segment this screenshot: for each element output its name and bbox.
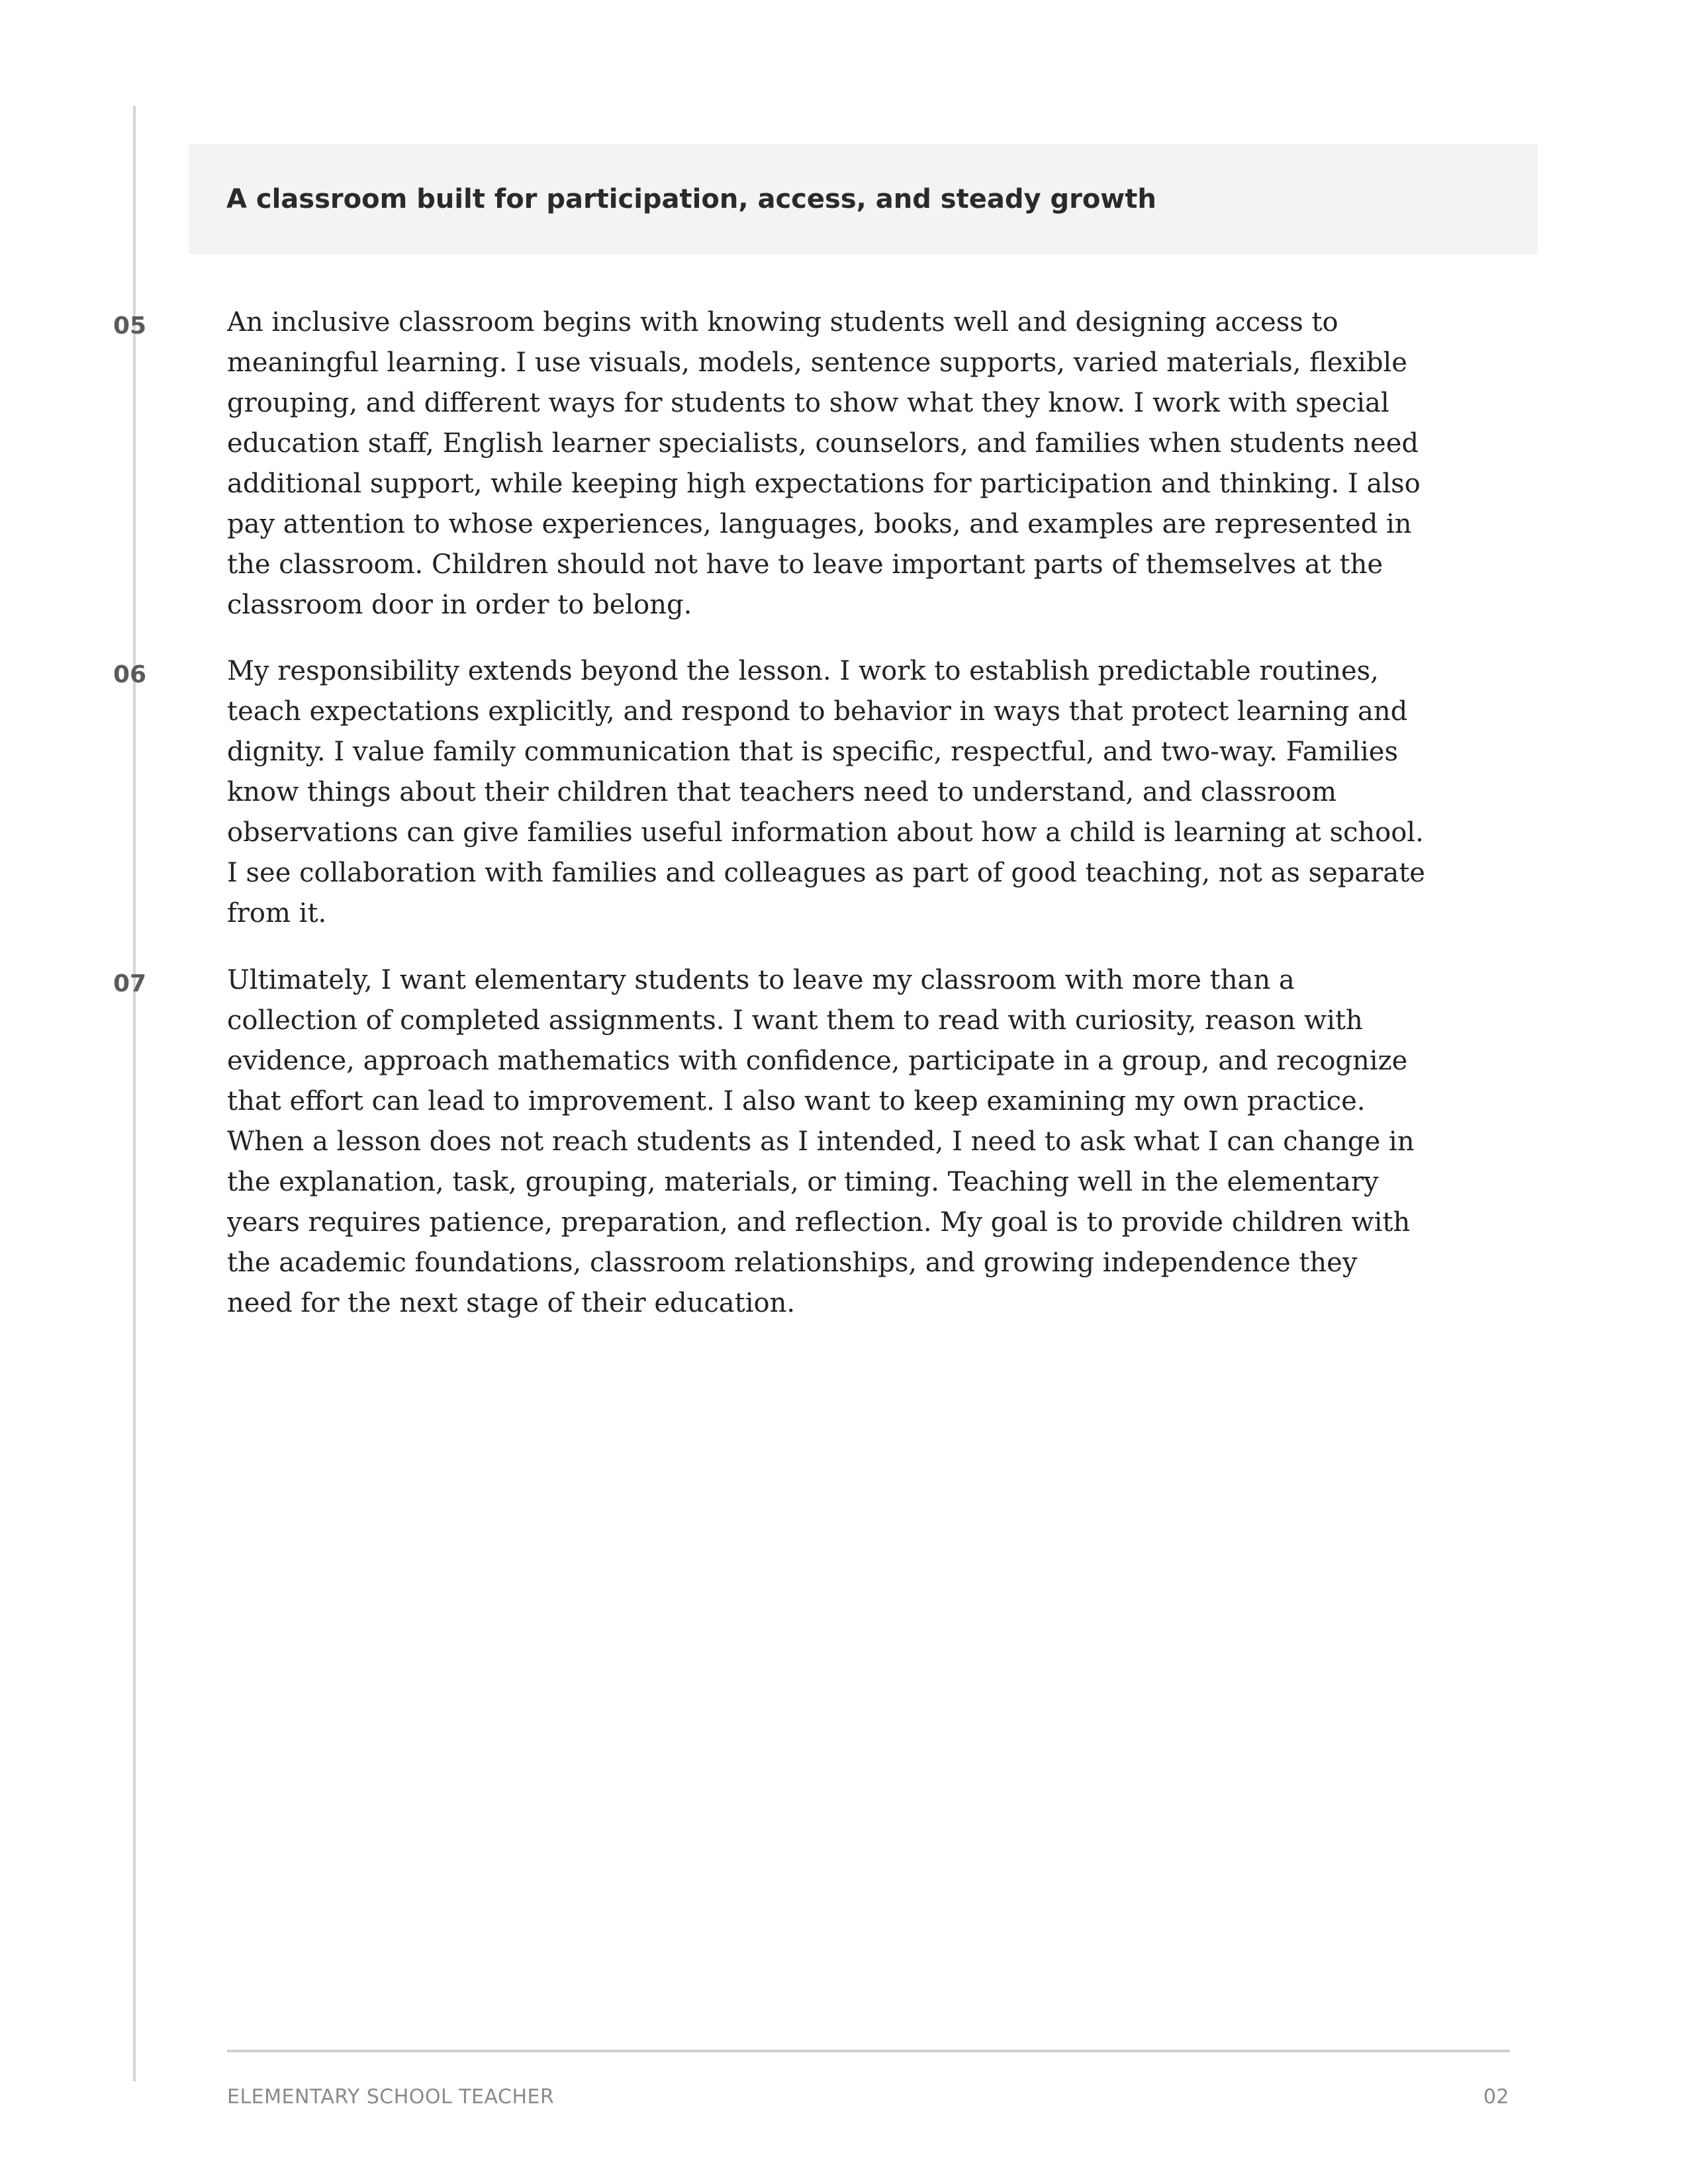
section-heading: A classroom built for participation, access, and steady growth — [226, 184, 1156, 214]
paragraph-text: An inclusive classroom begins with knowing students well and designing access to meaningful learning. I use visuals, models, sentence supports, varied materials, flexible grouping, and different ways for students to show what they know. I work with special education staff, English learner specialists, counselors, and families when students need additional support, while keeping high expectations for participation and thinking. I also pay attention to whose experiences, languages, books, and examples are represented in the classroom. Children should not have to leave important parts of themselves at the classroom door in order to belong. — [227, 307, 1421, 620]
footer-rule — [227, 2050, 1510, 2052]
footer-page-number: 02 — [1483, 2085, 1509, 2109]
paragraph-number: 05 — [113, 312, 147, 340]
footer-running-title: ELEMENTARY SCHOOL TEACHER — [227, 2085, 555, 2109]
paragraph-number: 06 — [113, 661, 147, 688]
paragraph-text: Ultimately, I want elementary students to leave my classroom with more than a collection of completed assignments. I want them to read with curiosity, reason with evidence, approach mathematics with confidence, participate in a group, and recognize that effort can lead to improvement. I also want to keep examining my own practice. When a lesson does not reach students as I intended, I need to ask what I can change in the explanation, task, grouping, materials, or timing. Teaching well in the elementary years requires patience, preparation, and reflection. My goal is to provide children with the academic foundations, classroom relationships, and growing independence they need for the next stage of their education. — [227, 965, 1415, 1318]
paragraph-number: 07 — [113, 970, 147, 997]
left-margin-rule — [133, 106, 136, 2081]
paragraph-text: My responsibility extends beyond the lesson. I work to establish predictable routines, teach expectations explicitly, and respond to behavior in ways that protect learning and dignity. I value family communication that is specific, respectful, and two-way. Families know things about their children that teachers need to understand, and classroom observations can give families useful information about how a child is learning at school. I see collaboration with families and colleagues as part of good teaching, not as separate from it. — [227, 656, 1425, 929]
section-heading-band — [189, 144, 1538, 254]
